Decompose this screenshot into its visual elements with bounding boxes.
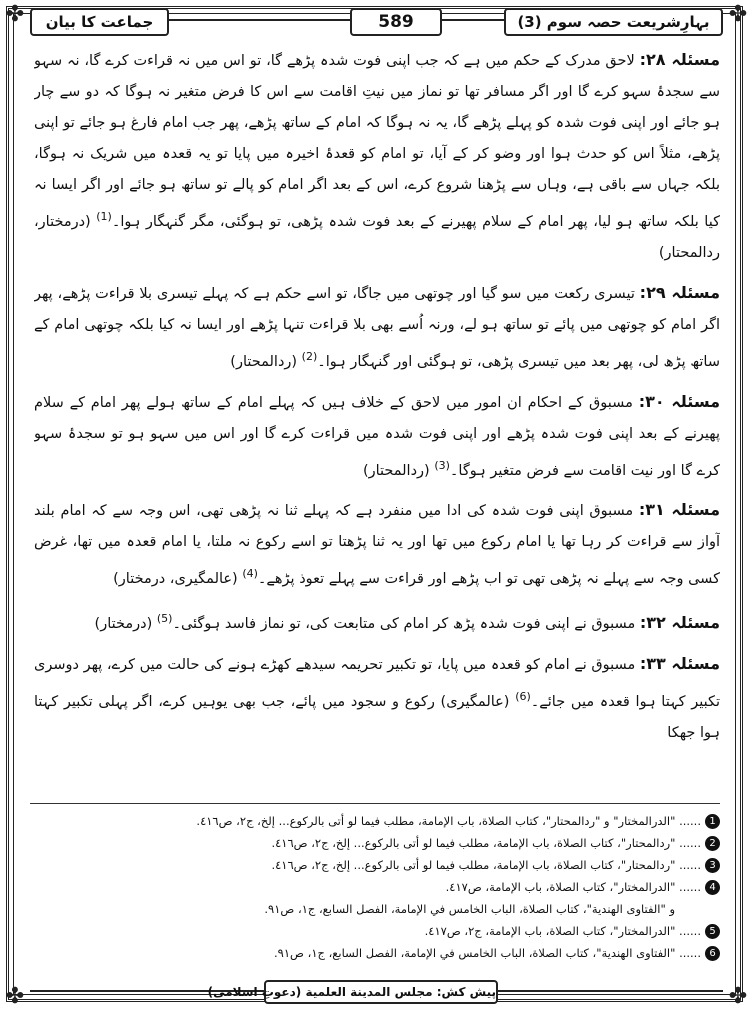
corner-ornament-icon: ✤ — [728, 2, 748, 27]
masala-label: مسئلہ ۲۹: — [639, 282, 720, 302]
main-text — [34, 44, 720, 794]
masala-label: مسئلہ ۲۸: — [639, 50, 720, 69]
source-citation: (ردالمحتار) — [230, 353, 298, 370]
source-citation: (عالمگیری، درمختار) — [113, 571, 238, 588]
masala-text: مسبوق نے امام کو قعدہ میں پایا، تو تکبیر تحریمہ سیدھے کھڑے ہونے کی حالت میں کرے، پھر دوسری تکبیر کہتا ہوا قعدہ میں جائے۔ — [34, 657, 720, 710]
corner-ornament-icon: ✤ — [5, 984, 25, 1009]
chapter-title: جماعت کا بیان — [30, 8, 169, 36]
page-number: 589 — [350, 8, 442, 36]
page-footer — [30, 980, 723, 1004]
masala-paragraph — [34, 44, 720, 269]
footnote-ref: (1) — [96, 210, 112, 223]
masala-label: مسئلہ ۳۰: — [638, 391, 720, 411]
source-citation: (درمختار، ردالمحتار) — [34, 213, 720, 261]
footnote-text: و "الفتاوى الهندية"، كتاب الصلاة، الباب الخامس في الإمامة، الفصل السابع، ج١، ص٩١. — [264, 902, 675, 916]
masala-paragraph — [34, 277, 720, 378]
page-header — [30, 6, 723, 34]
footnote-item — [34, 942, 720, 964]
source-citation: (عالمگیری) رکوع و سجود میں پائے، جب بھی یوہیں کرے، اگر پہلی تکبیر کہتا ہوا جھکا — [34, 693, 720, 741]
footnote-item — [34, 854, 720, 876]
footnote-ref: (3) — [434, 458, 450, 472]
masala-label: مسئلہ ۳۳: — [639, 654, 720, 674]
masala-label: مسئلہ ۳۱: — [638, 500, 720, 520]
footnote-number: 1 — [705, 814, 720, 829]
corner-ornament-icon: ✤ — [728, 984, 748, 1009]
footnote-text: ...... "الفتاوى الهندية"، كتاب الصلاة، الباب الخامس في الإمامة، الفصل السابع، ج١، ص٩١. — [274, 946, 701, 960]
footnote-item — [34, 898, 720, 920]
publisher-credit: پیش کش: مجلس المدينة العلمية (دعوتِ اسلامی) — [264, 980, 498, 1004]
masala-label: مسئلہ ۳۲: — [639, 613, 720, 633]
footnote-number: 2 — [705, 836, 720, 851]
footnote-item — [34, 920, 720, 942]
book-title: بہارِشریعت حصہ سوم (3) — [504, 8, 723, 36]
footnote-text: ...... "الدرالمختار" و "ردالمحتار"، كتاب الصلاة، باب الإمامة، مطلب فيما لو أتى بالركوع... إلخ، ج٢، ص٤١٦. — [196, 814, 701, 828]
footnote-number: 5 — [705, 924, 720, 939]
footnote-text: ...... "ردالمحتار"، كتاب الصلاة، باب الإمامة، مطلب فيما لو أتى بالركوع... إلخ، ج٢، ص٤١٦. — [271, 836, 701, 850]
source-citation: (درمختار) — [94, 616, 153, 633]
footnote-ref: (2) — [301, 349, 318, 363]
masala-paragraph — [34, 603, 720, 640]
footnote-item — [34, 832, 720, 854]
footnotes — [34, 810, 720, 964]
masala-paragraph — [34, 648, 720, 749]
footnote-item — [34, 876, 720, 898]
source-citation: (ردالمحتار) — [362, 462, 430, 479]
footnote-ref: (6) — [515, 690, 531, 704]
masala-paragraph — [34, 386, 720, 487]
footnote-number: 6 — [705, 946, 720, 961]
masala-paragraph — [34, 494, 720, 595]
footer-rule — [494, 990, 723, 992]
footnote-separator — [30, 803, 720, 804]
masala-text: مسبوق اپنی فوت شدہ کی ادا میں منفرد ہے کہ پہلے ثنا نہ پڑھی تھی، اس وجہ سے کہ امام بلند آواز سے قراءت کر رہا تھا یا امام رکوع میں تھا اور یہ ثنا پڑھتا تو اسے رکوع نہ ملتا، یا امام قعدہ میں تھا، غرض کسی وجہ سے پہلے نہ پڑھی تھی تو اب پڑھے اور قراءت سے پہلے تعوذ پڑھے۔ — [34, 503, 720, 588]
corner-ornament-icon: ✤ — [5, 2, 25, 27]
footnote-number: 3 — [705, 858, 720, 873]
footnote-text: ...... "الدرالمختار"، كتاب الصلاة، باب الإمامة، ج٢، ص٤١٧. — [424, 924, 701, 938]
footnote-text: ...... "الدرالمختار"، كتاب الصلاة، باب الإمامة، ص٤١٧. — [445, 880, 701, 894]
footnote-number: 4 — [705, 880, 720, 895]
masala-text: لاحق مدرک کے حکم میں ہے کہ جب اپنی فوت شدہ پڑھے گا، تو اس میں نہ قراءت کرے گا، نہ سہو سے سجدۂ سہو کرے گا اور اگر مسافر تھا تو نماز میں نیتِ اقامت سے اس کا فرض متغیر نہ ہوگا کہ دو سے چار ہو جائے اور اپنی فوت شدہ کو پہلے پڑھے گا، یہ نہ ہوگا کہ امام کے ساتھ پڑھے، پھر جب امام فارغ ہو جائے تو اپنی پڑھے، مثلاً اس کو حدث ہوا اور وضو کر کے آیا، تو امام کو قعدۂ اخیرہ میں پایا تو یہ قعدہ میں شریک نہ ہوگا، بلکہ جہاں سے باقی ہے، وہاں سے پڑھنا شروع کرے، اس کے بعد اگر امام کو پالے تو ساتھ ہو جائے اور اگر ایسا نہ کیا بلکہ ساتھ ہو لیا، پھر امام کے سلام پھیرنے کے بعد فوت شدہ پڑھی، تو ہوگئی، مگر گنہگار ہوا۔ — [34, 53, 720, 230]
footnote-text: ...... "ردالمحتار"، كتاب الصلاة، باب الإمامة، مطلب فيما لو أتى بالركوع... إلخ، ج٢، ص٤١٦. — [271, 858, 701, 872]
masala-text: مسبوق کے احکام ان امور میں لاحق کے خلاف ہیں کہ پہلے امام کے ساتھ ہولے پھر امام کے سلام پھیرنے کے بعد اپنی فوت شدہ پڑھے اور اپنی فوت شدہ میں قراءت کرے گا اور اس میں سہو ہو تو سجدۂ سہو کرے گا اور نیت اقامت سے فرض متغیر ہوگا۔ — [34, 394, 720, 479]
masala-text: تیسری رکعت میں سو گیا اور چوتھی میں جاگا، تو اسے حکم ہے کہ پہلے تیسری بلا قراءت پڑھے، پھر اگر امام کو چوتھی میں پائے تو ساتھ ہو لے، ورنہ اُسے بھی بلا قراءت تنہا پڑھے اور ایسا نہ کیا بلکہ چوتھی امام کے ساتھ پڑھ لی، پھر بعد میں تیسری پڑھی، تو ہوگئی اور گنہگار ہوا۔ — [34, 285, 720, 370]
footnote-item — [34, 810, 720, 832]
header-rule — [438, 19, 508, 21]
masala-text: مسبوق نے اپنی فوت شدہ پڑھ کر امام کی متابعت کی، تو نماز فاسد ہوگئی۔ — [172, 616, 636, 633]
footnote-ref: (5) — [156, 612, 173, 626]
header-rule — [165, 19, 350, 21]
footnote-ref: (4) — [242, 567, 258, 581]
